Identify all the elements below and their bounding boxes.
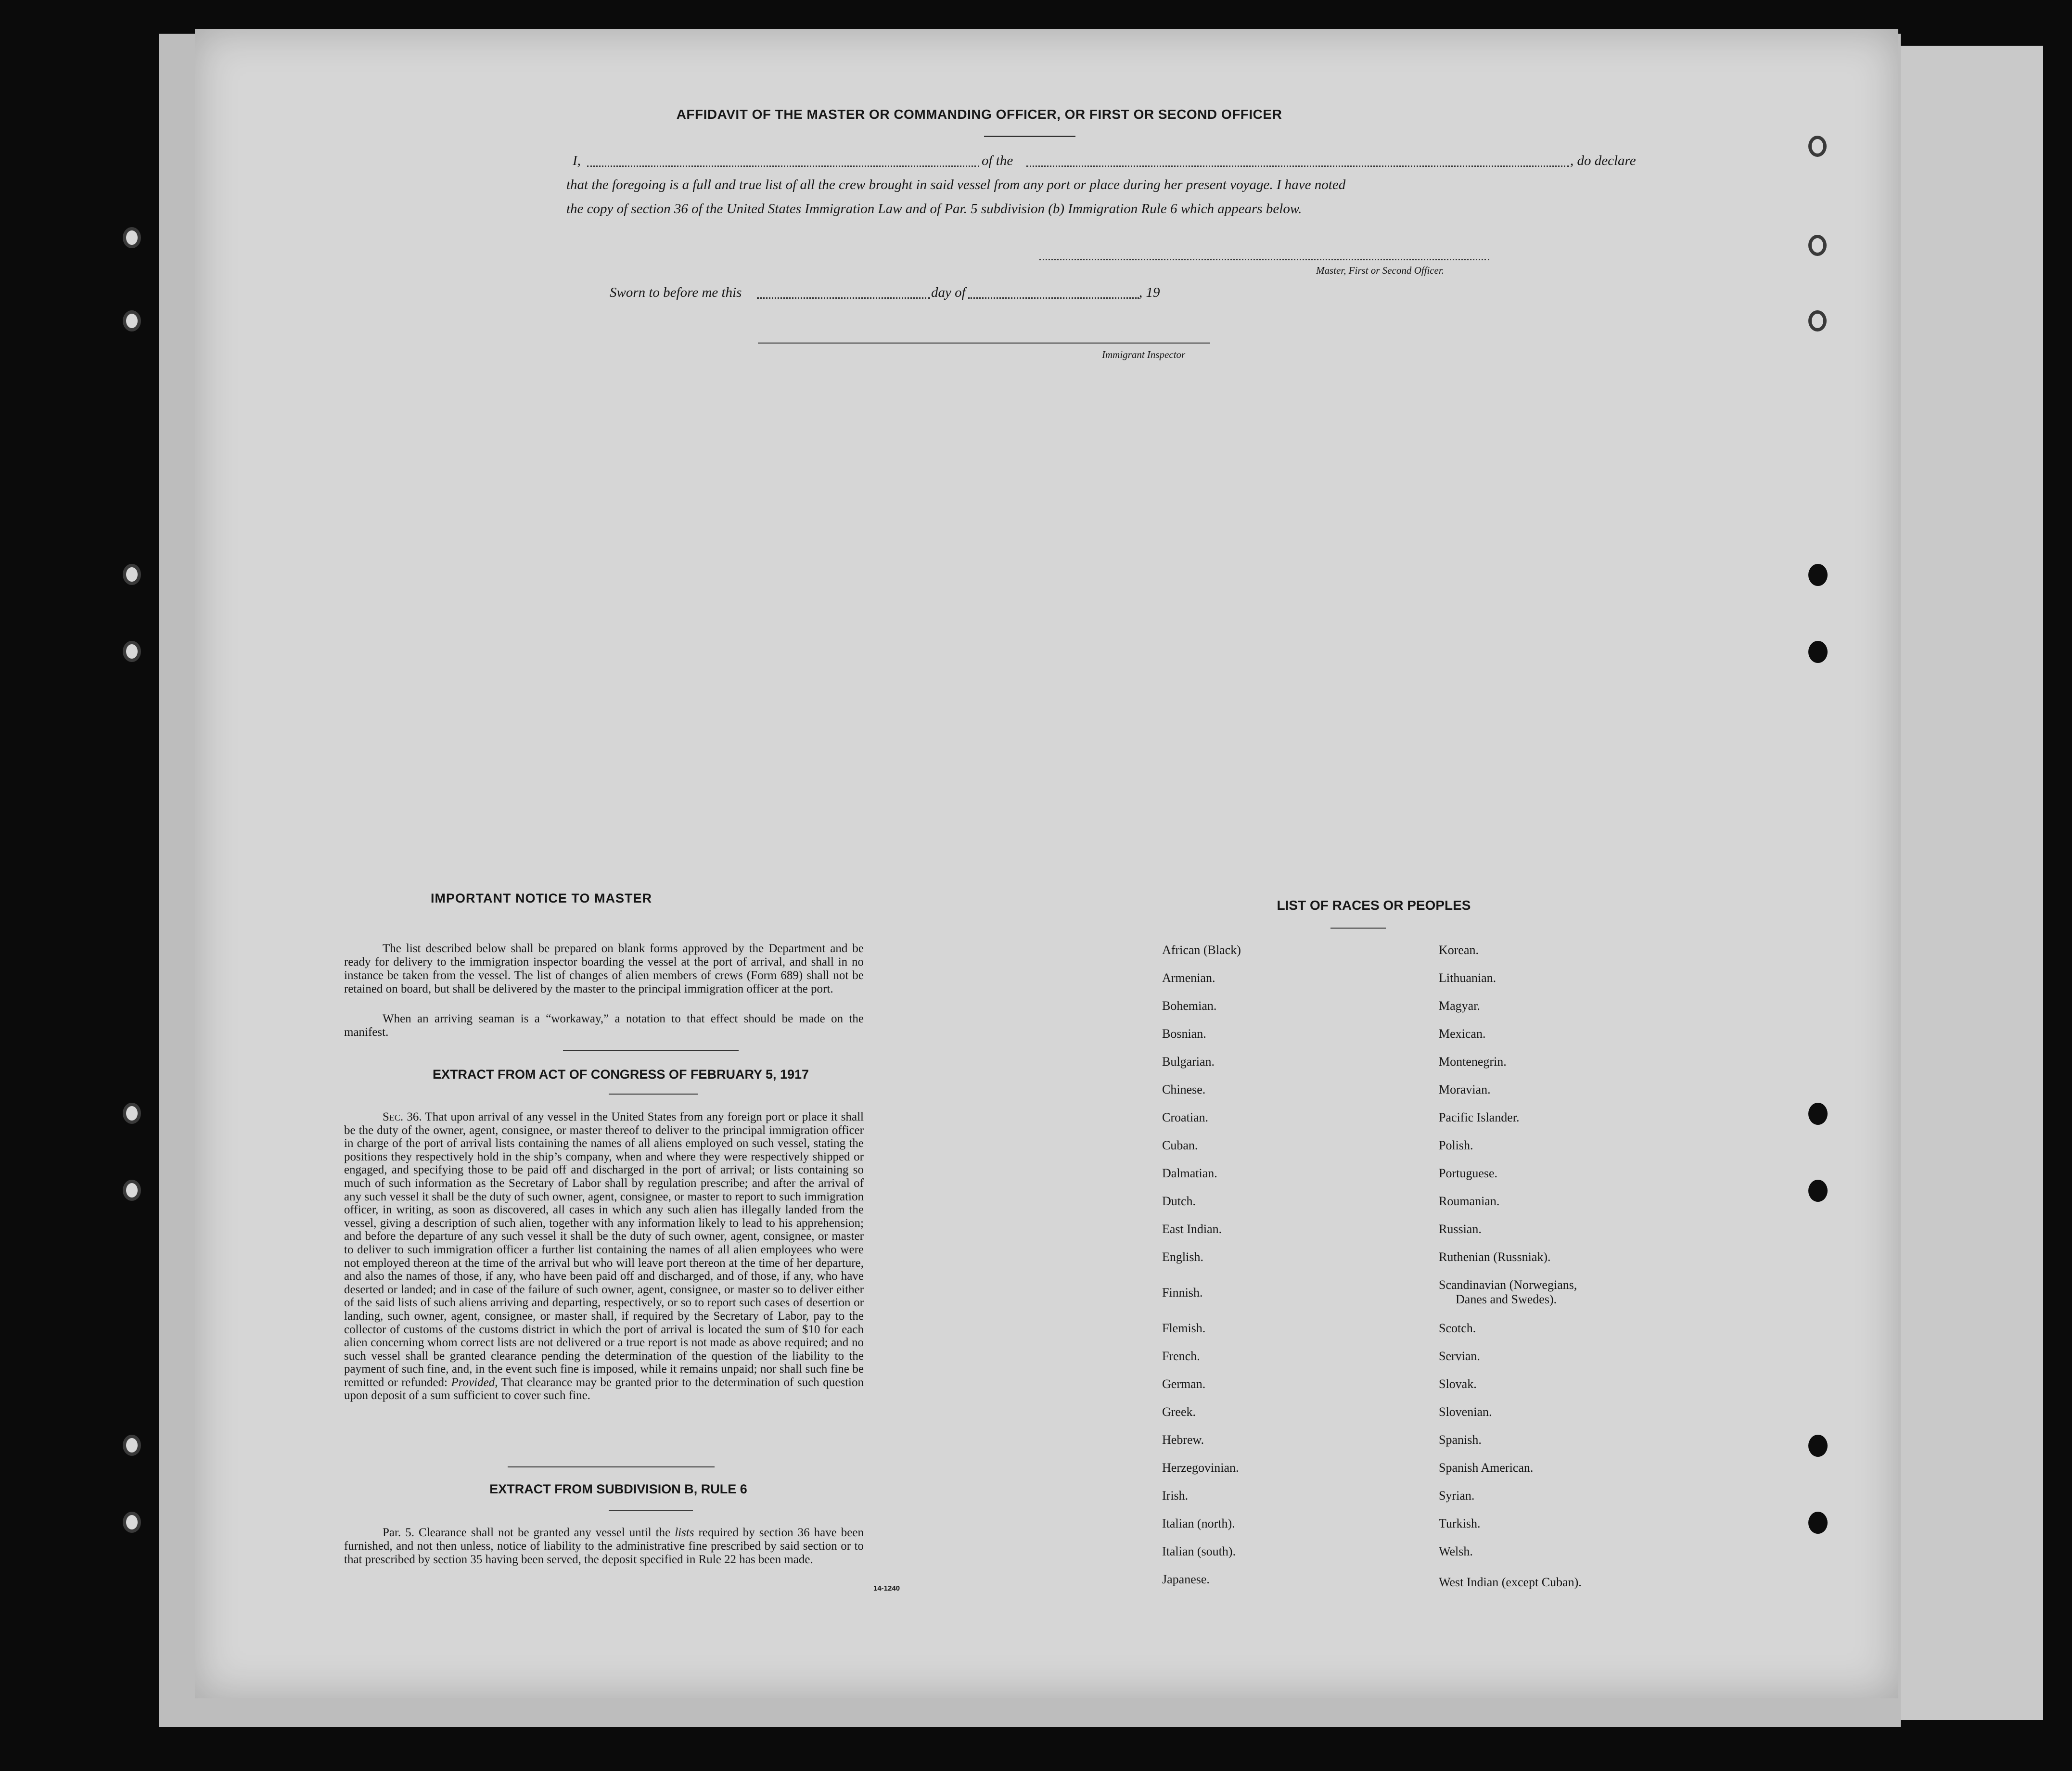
act-body-end: That clearance may be granted prior to the determination of such question upon deposit of a sum sufficient to cover such fine.	[344, 1376, 864, 1402]
race-entry: Portuguese.	[1439, 1166, 1498, 1180]
section-label: Sec. 36.	[383, 1110, 422, 1123]
rule-heading-underline	[609, 1510, 693, 1511]
punch-hole-icon	[123, 1435, 141, 1456]
notice-paragraph-2	[344, 1012, 864, 1039]
race-entry: Lithuanian.	[1439, 971, 1496, 985]
rule-heading: EXTRACT FROM SUBDIVISION B, RULE 6	[489, 1482, 747, 1496]
punch-hole-icon	[1808, 1103, 1828, 1125]
punch-hole-icon	[123, 641, 141, 662]
race-entry: Pacific Islander.	[1439, 1110, 1520, 1124]
race-entry: Bulgarian.	[1162, 1055, 1215, 1069]
declarant-label: I,	[573, 153, 581, 168]
form-number: 14-1240	[873, 1584, 900, 1593]
notice-paragraph-1	[344, 942, 864, 996]
race-entry: Flemish.	[1162, 1321, 1206, 1335]
sworn-month-field[interactable]	[968, 297, 1139, 299]
punch-hole-icon	[1808, 1435, 1828, 1457]
punch-hole-icon	[123, 310, 141, 331]
race-entry: Cuban.	[1162, 1138, 1198, 1152]
race-entry: Magyar.	[1439, 999, 1480, 1013]
race-entry: Turkish.	[1439, 1516, 1481, 1530]
rule-text-a: Par. 5. Clearance shall not be granted any vessel until the	[383, 1526, 675, 1539]
title-underline	[984, 136, 1075, 137]
rule-text-b: required by section 36 have been furnished, and not then unless, notice of liability to the administrative fine prescribed by said section or to that prescribed by section 35 having been served, the deposit specified in Rule 22 has been made.	[344, 1526, 864, 1566]
punch-hole-icon	[1808, 641, 1828, 663]
punch-hole-icon	[1808, 235, 1827, 256]
punch-hole-icon	[123, 564, 141, 585]
vessel-of-label: of the	[982, 153, 1013, 168]
punch-hole-icon	[123, 227, 141, 248]
race-entry: Danes and Swedes).	[1456, 1292, 1557, 1306]
affidavit-line-2: that the foregoing is a full and true list of all the crew brought in said vessel from any port or place during her present voyage. I have noted	[566, 177, 1346, 192]
race-entry: Syrian.	[1439, 1489, 1475, 1503]
punch-hole-icon	[1808, 136, 1827, 157]
punch-hole-icon	[1808, 564, 1828, 586]
race-entry: Dutch.	[1162, 1194, 1196, 1208]
affidavit-title: AFFIDAVIT OF THE MASTER OR COMMANDING OFFICER, OR FIRST OR SECOND OFFICER	[676, 107, 1282, 122]
section-divider	[508, 1466, 715, 1467]
race-entry: Scotch.	[1439, 1321, 1476, 1335]
act-heading: EXTRACT FROM ACT OF CONGRESS OF FEBRUARY 5, 1917	[432, 1067, 809, 1082]
back-sheet-edge	[1896, 46, 2043, 1720]
section-divider	[563, 1050, 739, 1051]
race-entry: Scandinavian (Norwegians,	[1439, 1278, 1577, 1292]
race-entry: French.	[1162, 1349, 1200, 1363]
provided-text: Provided,	[451, 1376, 498, 1389]
sworn-day-field[interactable]	[757, 297, 930, 299]
race-entry: Croatian.	[1162, 1110, 1209, 1124]
punch-hole-icon	[1808, 1180, 1828, 1202]
race-entry: Welsh.	[1439, 1544, 1473, 1558]
race-entry: Russian.	[1439, 1222, 1482, 1236]
inspector-caption: Immigrant Inspector	[1102, 349, 1186, 360]
notice-text-2: When an arriving seaman is a “workaway,” a notation to that effect should be made on the manifest.	[344, 1012, 864, 1039]
race-entry: Finnish.	[1162, 1286, 1203, 1300]
race-entry: Armenian.	[1162, 971, 1215, 985]
race-entry: Slovak.	[1439, 1377, 1477, 1391]
races-heading-underline	[1330, 928, 1386, 929]
race-entry: Korean.	[1439, 943, 1479, 957]
act-heading-underline	[609, 1094, 698, 1095]
notice-heading: IMPORTANT NOTICE TO MASTER	[431, 891, 652, 905]
race-entry: Italian (south).	[1162, 1544, 1236, 1558]
race-entry: Bohemian.	[1162, 999, 1217, 1013]
race-entry: Montenegrin.	[1439, 1055, 1507, 1069]
master-signature-field[interactable]	[1039, 259, 1489, 260]
rule-paragraph	[344, 1526, 864, 1567]
race-entry: Hebrew.	[1162, 1433, 1204, 1447]
master-signature-caption: Master, First or Second Officer.	[1316, 265, 1444, 276]
race-entry: West Indian (except Cuban).	[1439, 1575, 1582, 1589]
declare-label: , do declare	[1570, 153, 1636, 168]
race-entry: Spanish.	[1439, 1433, 1482, 1447]
race-entry: Moravian.	[1439, 1083, 1491, 1096]
notice-text-1: The list described below shall be prepared on blank forms approved by the Department and be ready for delivery to the immigration inspector boarding the vessel at the port of arrival, and shall in no instance be taken from the vessel. The list of changes of alien members of crews (Form 689) shall not be retained on board, but shall be delivered by the master to the principal immigration officer at the port.	[344, 942, 864, 995]
sworn-label: Sworn to before me this	[610, 285, 742, 300]
race-entry: Servian.	[1439, 1349, 1480, 1363]
lists-text: lists	[675, 1526, 694, 1539]
affidavit-line-3: the copy of section 36 of the United States Immigration Law and of Par. 5 subdivision (b) Immigration Rule 6 which appears below.	[566, 201, 1302, 217]
race-entry: Mexican.	[1439, 1027, 1486, 1041]
act-section-36	[344, 1110, 864, 1402]
race-entry: East Indian.	[1162, 1222, 1222, 1236]
race-entry: Roumanian.	[1439, 1194, 1500, 1208]
race-entry: Irish.	[1162, 1489, 1189, 1503]
inspector-signature-line[interactable]	[758, 343, 1210, 344]
year-label: , 19	[1139, 285, 1160, 300]
race-entry: African (Black)	[1162, 943, 1241, 957]
race-entry: Bosnian.	[1162, 1027, 1206, 1041]
declarant-name-field[interactable]	[587, 166, 979, 167]
race-entry: Chinese.	[1162, 1083, 1206, 1096]
day-of-label: day of	[931, 285, 966, 300]
race-entry: Dalmatian.	[1162, 1166, 1217, 1180]
document-page	[195, 29, 1898, 1698]
act-body-text: That upon arrival of any vessel in the United States from any foreign port or place it shall be the duty of the owner, agent, consignee, or master thereof to deliver to the principal immigration officer in charge of the port of arrival lists containing the names of all aliens employed on such vessel, stating the positions they respectively hold in the ship’s company, when and where they were respectively shipped or engaged, and specifying those to be paid off and discharged in the port of arrival; or lists containing so much of such information as the Secretary of Labor shall by regulation prescribe; and after the arrival of any such vessel it shall be the duty of such owner, agent, consignee, or master to report to such immigration officer, in writing, as soon as discovered, all cases in which any such alien has illegally landed from the vessel, giving a description of such alien, together with any information likely to lead to his apprehension; and before the departure of any such vessel it shall be the duty of such owner, agent, consignee, or master to deliver to such immigration officer a further list containing the names of all alien employees who were not employed thereon at the time of the arrival but who will leave port thereon at the time of her departure, and also the names of those, if any, who have been paid off and discharged, and of those, if any, who have deserted or landed; and in case of the failure of such owner, agent, consignee, or master so to deliver either of the said lists of such aliens arriving and departing, respectively, or so to report such cases of desertion or landing, such owner, agent, consignee, or master shall, if required by the Secretary of Labor, pay to the collector of customs of the customs district in which the port of arrival is located the sum of $10 for each alien concerning whom correct lists are not delivered or a true report is not made as above required; and no such vessel shall be granted clearance pending the determination of the question of the liability to the payment of such fine, and, in the event such fine is imposed, while it remains unpaid; nor shall such fine be remitted or refunded:	[344, 1110, 864, 1389]
race-entry: Polish.	[1439, 1138, 1473, 1152]
punch-hole-icon	[123, 1512, 141, 1533]
race-entry: Ruthenian (Russniak).	[1439, 1250, 1551, 1264]
punch-hole-icon	[123, 1103, 141, 1124]
race-entry: Spanish American.	[1439, 1461, 1534, 1475]
race-entry: Italian (north).	[1162, 1516, 1235, 1530]
race-entry: Herzegovinian.	[1162, 1461, 1239, 1475]
races-heading: LIST OF RACES OR PEOPLES	[1277, 898, 1471, 913]
race-entry: English.	[1162, 1250, 1203, 1264]
race-entry: German.	[1162, 1377, 1206, 1391]
punch-hole-icon	[123, 1180, 141, 1201]
punch-hole-icon	[1808, 310, 1827, 331]
race-entry: Slovenian.	[1439, 1405, 1492, 1419]
vessel-name-field[interactable]	[1026, 166, 1569, 167]
race-entry: Greek.	[1162, 1405, 1196, 1419]
race-entry: Japanese.	[1162, 1572, 1210, 1586]
punch-hole-icon	[1808, 1512, 1828, 1534]
